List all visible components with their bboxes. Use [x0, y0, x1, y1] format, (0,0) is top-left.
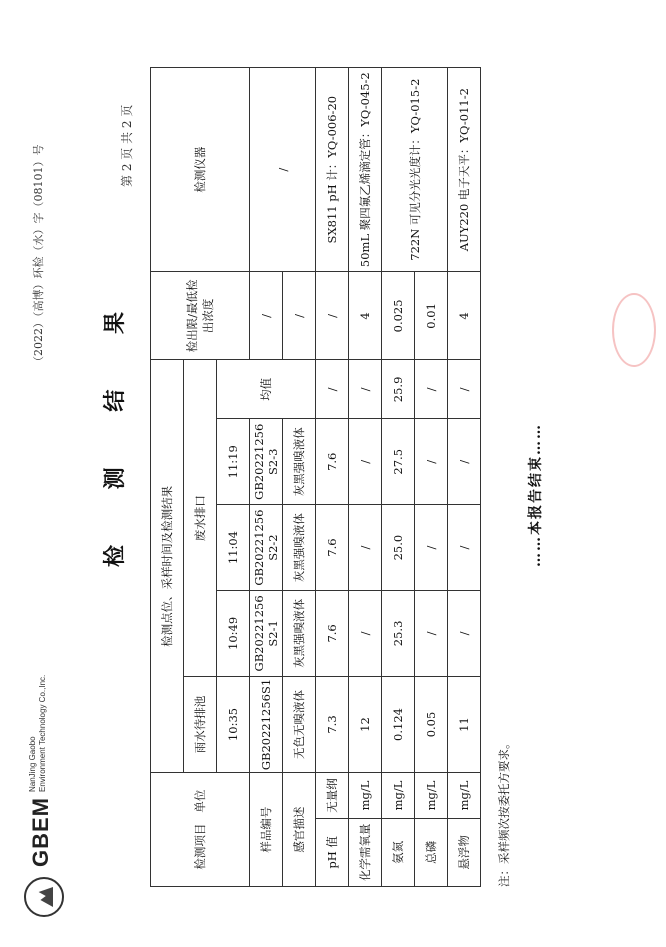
item-cell: 总磷: [415, 818, 448, 886]
instrument-cell: AUY220 电子天平：YQ-011-2: [448, 68, 481, 272]
header-limit: 检出限/最低检出浓度: [151, 272, 250, 360]
company-line2: Environment Technology Co.,Inc.: [38, 674, 47, 792]
header-unit: 单位: [193, 789, 207, 813]
table-row: [448, 68, 481, 887]
sample-id: GB20221256 S2-1: [250, 590, 283, 676]
value-cell: 25.0: [382, 505, 415, 591]
value-cell: /: [448, 419, 481, 505]
sensory-label: 感官描述: [283, 773, 316, 887]
table-cell: /: [250, 272, 283, 360]
time-cell: 10:35: [217, 676, 250, 772]
location-waste: 废水排口: [184, 360, 217, 676]
value-cell: 25.9: [382, 360, 415, 419]
value-cell: /: [448, 505, 481, 591]
limit-cell: 4: [349, 272, 382, 360]
unit-cell: mg/L: [349, 773, 382, 819]
table-row: [382, 68, 415, 887]
value-cell: /: [448, 590, 481, 676]
table-cell: /: [283, 272, 316, 360]
location-rain: 雨水待排池: [184, 676, 217, 772]
header-item-unit: [151, 773, 250, 887]
results-table: [150, 67, 481, 887]
report-number: （2022）（高博）环检（水）字（08101）号: [32, 144, 45, 367]
sample-id-label: 样品编号: [250, 773, 283, 887]
value-cell: /: [349, 505, 382, 591]
sample-id: GB20221256 S2-2: [250, 505, 283, 591]
instrument-cell: 50mL 聚四氟乙烯滴定管：YQ-045-2: [349, 68, 382, 272]
unit-cell: mg/L: [448, 773, 481, 819]
value-cell: 27.5: [382, 419, 415, 505]
value-cell: 7.6: [316, 419, 349, 505]
table-row: [349, 68, 382, 887]
limit-cell: 0.025: [382, 272, 415, 360]
instrument-cell: 722N 可见分光光度计：YQ-015-2: [382, 68, 448, 272]
sensory-desc: 灰黑强嗅液体: [283, 505, 316, 591]
value-cell: /: [415, 419, 448, 505]
time-cell: 11:19: [217, 419, 250, 505]
sample-id: GB20221256 S2-3: [250, 419, 283, 505]
unit-cell: mg/L: [415, 773, 448, 819]
header-point: 检测点位、采样时间及检测结果: [151, 360, 184, 773]
sample-id: GB20221256S1: [250, 676, 283, 772]
instrument-cell: SX811 pH 计：YQ-006-20: [316, 68, 349, 272]
company-line1: NanJing Gaobo: [28, 736, 37, 792]
sensory-desc: 无色无嗅液体: [283, 676, 316, 772]
value-cell: /: [448, 360, 481, 419]
header-item: 检测项目: [193, 823, 207, 870]
sensory-desc: 灰黑强嗅液体: [283, 590, 316, 676]
value-cell: 25.3: [382, 590, 415, 676]
value-cell: 0.124: [382, 676, 415, 772]
item-cell: pH 值: [316, 818, 349, 886]
value-cell: /: [415, 590, 448, 676]
logo-text: GBEM: [28, 797, 53, 867]
value-cell: /: [415, 360, 448, 419]
value-cell: /: [415, 505, 448, 591]
end-of-report: ……本报告结束……: [528, 423, 544, 567]
time-cell: 10:49: [217, 590, 250, 676]
value-cell: /: [349, 419, 382, 505]
value-cell: 11: [448, 676, 481, 772]
unit-cell: 无量纲: [316, 773, 349, 819]
header-instrument: 检测仪器: [151, 68, 250, 272]
table-row: [316, 68, 349, 887]
table-cell: /: [250, 68, 316, 272]
time-cell: 11:04: [217, 505, 250, 591]
company-logo-icon: [24, 877, 64, 917]
value-cell: 0.05: [415, 676, 448, 772]
page-title: 检 测 结 果: [102, 288, 128, 567]
item-cell: 悬浮物: [448, 818, 481, 886]
unit-cell: mg/L: [382, 773, 415, 819]
value-cell: 7.6: [316, 505, 349, 591]
average-header: 均值: [217, 360, 316, 419]
value-cell: /: [349, 360, 382, 419]
item-cell: 化学需氧量: [349, 818, 382, 886]
limit-cell: /: [316, 272, 349, 360]
limit-cell: 4: [448, 272, 481, 360]
footnote: 注：采样频次按委托方要求。: [497, 737, 511, 887]
value-cell: 12: [349, 676, 382, 772]
value-cell: /: [316, 360, 349, 419]
value-cell: 7.3: [316, 676, 349, 772]
page-number: 第 2 页 共 2 页: [120, 104, 134, 187]
seal-stamp-icon: [612, 293, 656, 367]
item-cell: 氨氮: [382, 818, 415, 886]
value-cell: 7.6: [316, 590, 349, 676]
limit-cell: 0.01: [415, 272, 448, 360]
value-cell: /: [349, 590, 382, 676]
company-name: [28, 675, 48, 792]
sensory-desc: 灰黑强嗅液体: [283, 419, 316, 505]
